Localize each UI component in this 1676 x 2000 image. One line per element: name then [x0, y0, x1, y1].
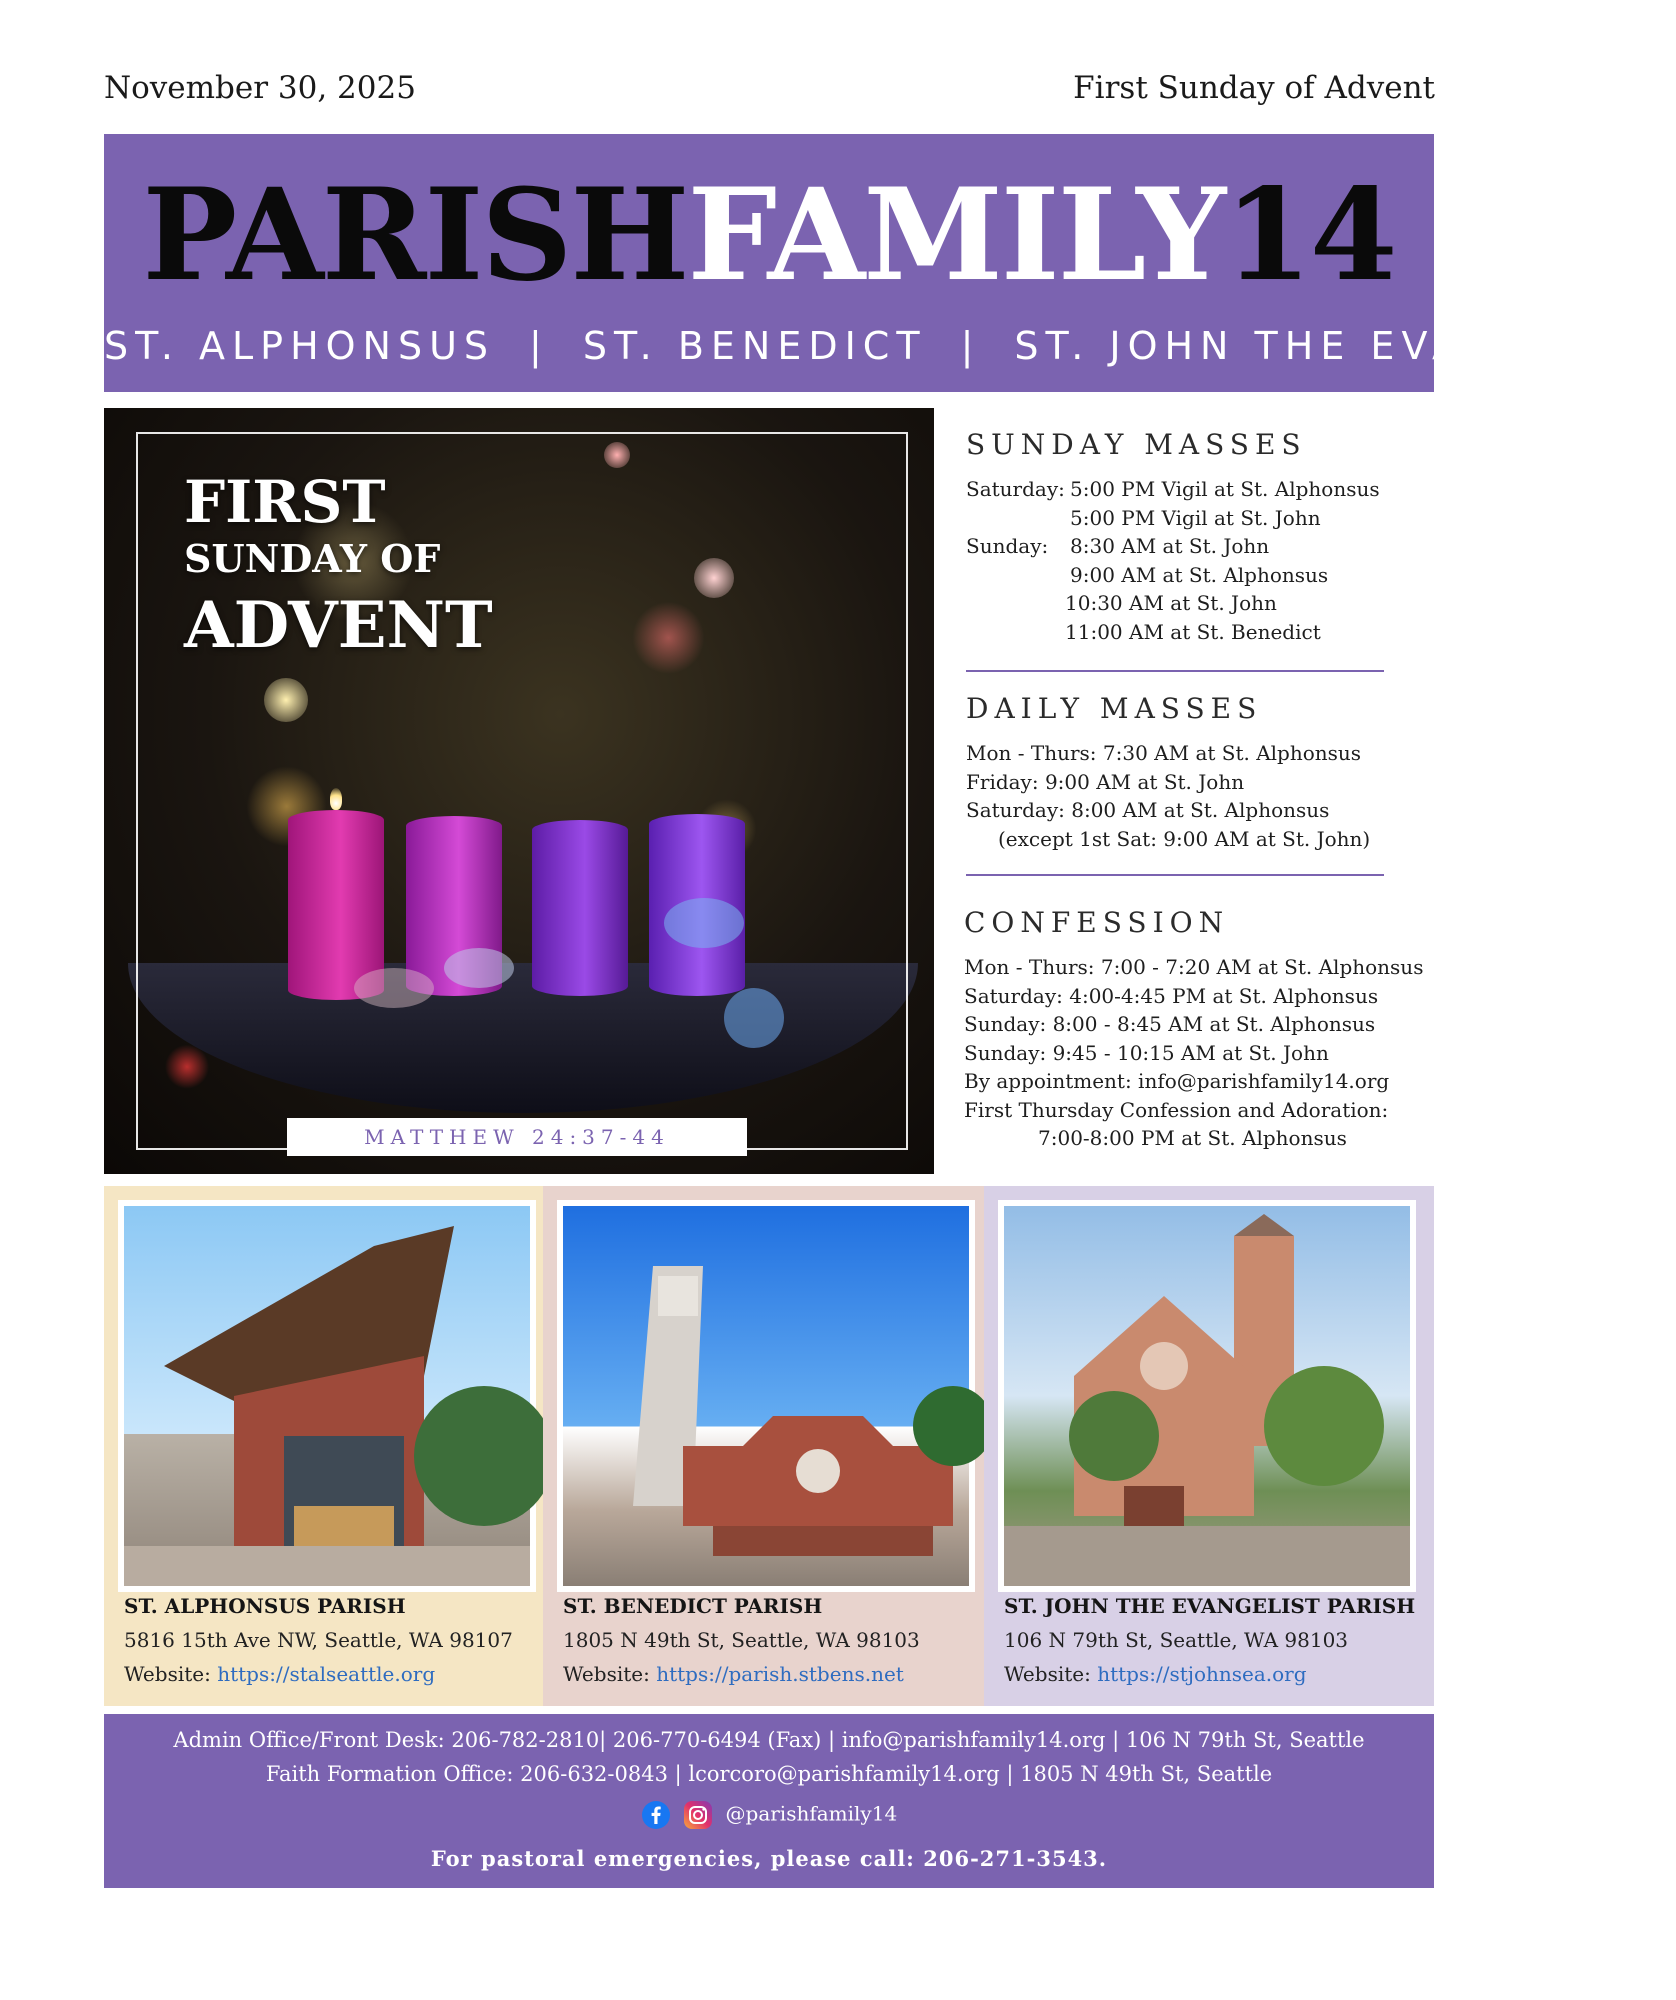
- schedule-time: 11:00 AM at St. Benedict: [1065, 619, 1321, 644]
- title-parish: PARISH: [142, 161, 688, 309]
- faith-formation-contact: Faith Formation Office: 206-632-0843 | lcorcoro@parishfamily14.org | 1805 N 49th St, Seattle: [265, 1762, 1273, 1786]
- parish-website-link[interactable]: https://stjohnsea.org: [1097, 1662, 1307, 1686]
- confession-heading: CONFESSION: [964, 906, 1230, 939]
- masthead-parish-john: ST. JOHN THE EVANGELIST: [1014, 324, 1676, 368]
- title-family: FAMILY: [687, 161, 1225, 309]
- bulletin-date: November 30, 2025: [104, 70, 416, 106]
- day-label: Sunday:: [966, 534, 1049, 558]
- parish-website-row: [1004, 1662, 1424, 1686]
- schedule-line: [966, 618, 1396, 647]
- day-label: Saturday:: [966, 477, 1065, 501]
- schedule-line: [966, 532, 1396, 561]
- sunday-masses-heading: SUNDAY MASSES: [966, 428, 1307, 461]
- masthead-parish-list: [104, 324, 1676, 368]
- schedule-line: Friday: 9:00 AM at St. John: [966, 769, 1245, 794]
- parish-info: [563, 1594, 974, 1686]
- masthead-separator: |: [529, 324, 549, 368]
- parish-info: [1004, 1594, 1424, 1686]
- title-number: 14: [1224, 161, 1396, 309]
- schedule-line: First Thursday Confession and Adoration:: [964, 1097, 1389, 1122]
- website-label: Website:: [563, 1662, 650, 1686]
- admin-office-contact: Admin Office/Front Desk: 206-782-2810| 206-770-6494 (Fax) | info@parishfamily14.org | 106 N 79th St, Seattle: [173, 1728, 1365, 1752]
- schedule-line: [966, 561, 1396, 590]
- schedule-line: [966, 589, 1396, 618]
- schedule-line: [966, 504, 1396, 533]
- instagram-icon[interactable]: [683, 1800, 713, 1830]
- sunday-masses-section: [966, 428, 1396, 646]
- website-label: Website:: [1004, 1662, 1091, 1686]
- parish-address: 5816 15th Ave NW, Seattle, WA 98107: [124, 1628, 513, 1652]
- section-divider: [966, 670, 1384, 672]
- parish-name: ST. ALPHONSUS PARISH: [124, 1594, 406, 1618]
- advent-candles-image: [104, 408, 934, 1174]
- schedule-line: Saturday: 8:00 AM at St. Alphonsus: [966, 798, 1330, 822]
- masthead-separator: |: [960, 324, 981, 368]
- church-illustration: [124, 1206, 530, 1586]
- gospel-reading: MATTHEW 24:37-44: [287, 1118, 747, 1156]
- schedule-time: 9:00 AM at St. Alphonsus: [1070, 562, 1329, 587]
- parish-card-alphonsus: [104, 1186, 543, 1706]
- daily-masses-heading: DAILY MASSES: [966, 692, 1263, 725]
- social-handle[interactable]: @parishfamily14: [725, 1801, 898, 1826]
- parish-card-benedict: [543, 1186, 984, 1706]
- daily-masses-section: [966, 692, 1396, 853]
- church-photo-alphonsus: [118, 1200, 536, 1592]
- schedule-line: By appointment: info@parishfamily14.org: [964, 1069, 1390, 1093]
- church-photo-benedict: [557, 1200, 975, 1592]
- parish-website-row: [124, 1662, 533, 1686]
- section-divider: [966, 874, 1384, 876]
- social-media-row: [104, 1800, 1434, 1830]
- parish-name: ST. BENEDICT PARISH: [563, 1594, 823, 1618]
- parish-website-link[interactable]: https://parish.stbens.net: [656, 1662, 904, 1686]
- schedule-line: Sunday: 9:45 - 10:15 AM at St. John: [964, 1040, 1329, 1065]
- contact-footer: [104, 1714, 1434, 1888]
- parish-address: 106 N 79th St, Seattle, WA 98103: [1004, 1628, 1349, 1652]
- website-label: Website:: [124, 1662, 211, 1686]
- parish-card-john: [984, 1186, 1434, 1706]
- confession-section: [964, 906, 1424, 1153]
- facebook-icon[interactable]: [641, 1800, 671, 1830]
- schedule-time: 10:30 AM at St. John: [1065, 591, 1277, 615]
- schedule-line: (except 1st Sat: 9:00 AM at St. John): [998, 826, 1371, 851]
- parish-info: [124, 1594, 533, 1686]
- liturgical-occasion: First Sunday of Advent: [1073, 70, 1435, 106]
- masthead-parish-alphonsus: ST. ALPHONSUS: [104, 324, 496, 368]
- church-photo-john: [998, 1200, 1416, 1592]
- schedule-line: Mon - Thurs: 7:30 AM at St. Alphonsus: [966, 741, 1362, 765]
- schedule-time: 5:00 PM Vigil at St. John: [1070, 505, 1321, 530]
- schedule-line: [966, 475, 1396, 504]
- church-illustration: [1004, 1206, 1410, 1586]
- schedule-line: 7:00-8:00 PM at St. Alphonsus: [1038, 1126, 1347, 1150]
- hero-title-first: FIRST: [184, 468, 386, 536]
- emergency-notice: For pastoral emergencies, please call: 206-271-3543.: [430, 1846, 1108, 1871]
- schedule-time: 8:30 AM at St. John: [1070, 534, 1270, 558]
- schedule-line: Mon - Thurs: 7:00 - 7:20 AM at St. Alphonsus: [964, 955, 1424, 979]
- masthead-parish-benedict: ST. BENEDICT: [582, 324, 927, 368]
- schedule-line: Saturday: 4:00-4:45 PM at St. Alphonsus: [964, 983, 1379, 1008]
- parish-website-row: [563, 1662, 974, 1686]
- parish-address: 1805 N 49th St, Seattle, WA 98103: [563, 1628, 920, 1652]
- hero-title-advent: ADVENT: [184, 588, 493, 663]
- masthead-title: [104, 161, 1434, 309]
- schedule-line: Sunday: 8:00 - 8:45 AM at St. Alphonsus: [964, 1012, 1376, 1036]
- parish-website-link[interactable]: https://stalseattle.org: [217, 1662, 436, 1686]
- masthead-banner: [104, 134, 1676, 392]
- hero-title-sunday-of: SUNDAY OF: [184, 536, 441, 581]
- church-illustration: [563, 1206, 969, 1586]
- schedule-time: 5:00 PM Vigil at St. Alphonsus: [1070, 477, 1380, 501]
- parish-name: ST. JOHN THE EVANGELIST PARISH: [1004, 1594, 1416, 1618]
